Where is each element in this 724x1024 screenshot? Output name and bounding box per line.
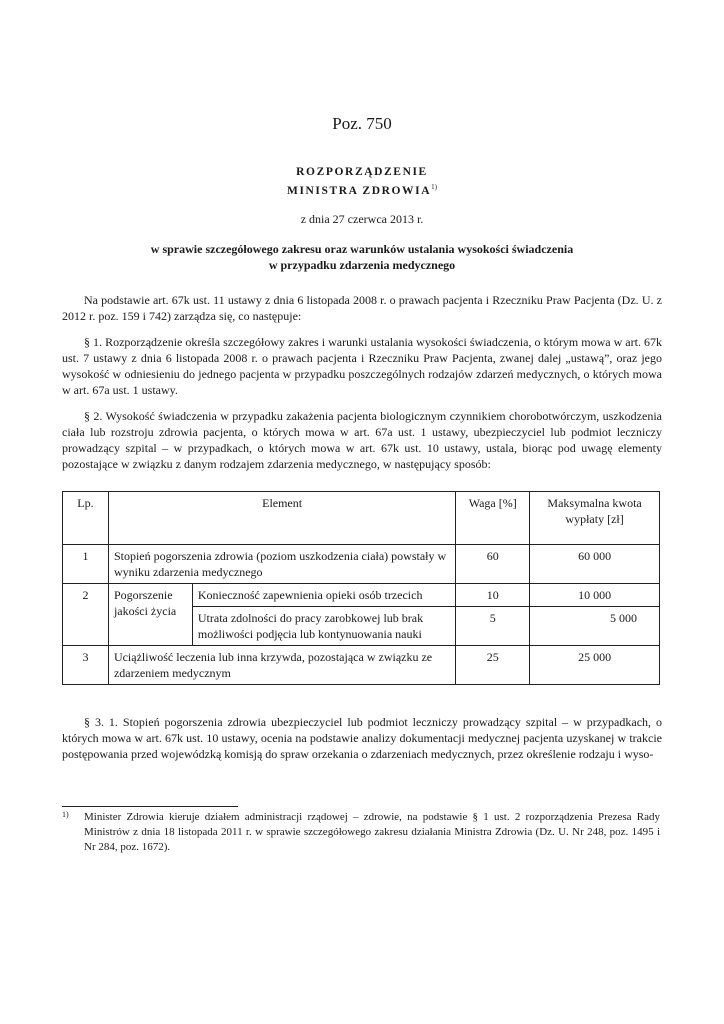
row-element: Konieczność zapewnienia opieki osób trzecich [192,584,455,607]
footnote-mark: 1) [62,810,69,819]
row-kwota: 5 000 [530,607,660,646]
subject-line-1: w sprawie szczegółowego zakresu oraz warunków ustalania wysokości świadczenia [150,242,574,256]
benefit-table [62,491,660,685]
table-header-row [63,492,660,545]
row-lp: 2 [63,584,109,646]
section-1-paragraph: § 1. Rozporządzenie określa szczegółowy zakres i warunki ustalania wysokości świadczenia, o którym mowa w art. 67k ust. 7 ustawy z dnia 6 listopada 2008 r. o prawach pacjenta i Rzeczniku Praw Pacjenta, zwanej dalej „ustawą”, oraz jego wysokość w odniesieniu do jednego pacjenta w przypadku poszczególnych rodzajów zdarzeń medycznych, o których mowa w art. 67a ust. 1 ustawy. [62,335,662,397]
row-waga: 25 [456,646,530,685]
footnote-divider [62,806,238,807]
row-element: Utrata zdolności do pracy zarobkowej lub brak możliwości podjęcia lub kontynuowania nauki [192,607,455,646]
row-kwota: 25 000 [530,646,660,685]
header-lp: Lp. [63,492,109,545]
row-waga: 60 [456,545,530,584]
legal-basis-paragraph: Na podstawie art. 67k ust. 11 ustawy z dnia 6 listopada 2008 r. o prawach pacjenta i Rzeczniku Praw Pacjenta (Dz. U. z 2012 r. poz. 159 i 742) zarządza się, co następuje: [62,293,662,323]
header-waga: Waga [%] [456,492,530,545]
row-waga: 5 [456,607,530,646]
header-kwota: Maksymalna kwota wypłaty [zł] [530,492,660,545]
row-lp: 1 [63,545,109,584]
act-date: z dnia 27 czerwca 2013 r. [300,212,424,226]
position-number: Poz. 750 [332,114,392,133]
row-element: Uciążliwość leczenia lub inna krzywda, pozostająca w związku ze zdarzeniem medycznym [108,646,455,685]
issuer-name: MINISTRA ZDROWIA [287,184,432,197]
act-subject [62,241,662,273]
row-element: Stopień pogorszenia zdrowia (poziom uszkodzenia ciała) powstały w wyniku zdarzenia medycznego [108,545,455,584]
header-element: Element [108,492,455,545]
table-row [63,646,660,685]
row-group: Pogorszenie jakości życia [108,584,192,646]
footnote-reference[interactable]: 1) [431,183,437,191]
row-kwota: 10 000 [530,584,660,607]
row-kwota: 60 000 [530,545,660,584]
table-row [63,584,660,607]
footnote-text: Minister Zdrowia kieruje działem administracji rządowej – zdrowie, na podstawie § 1 ust. 2 rozporządzenia Prezesa Rady Ministrów z dnia 18 listopada 2011 r. w sprawie szczegółowego zakresu działania Ministra Zdrowia (Dz. U. Nr 248, poz. 1495 i Nr 284, poz. 1672). [84,811,660,853]
row-lp: 3 [63,646,109,685]
section-2-paragraph: § 2. Wysokość świadczenia w przypadku zakażenia pacjenta biologicznym czynnikiem chorobotwórczym, uszkodzenia ciała lub rozstroju zdrowia pacjenta, o których mowa w art. 67a ust. 1 ustawy, ubezpieczyciel lub podmiot leczniczy prowadzący szpital – w przypadkach, o których mowa w art. 67k ust. 10 ustawy, ustala, biorąc pod uwagę elementy pozostające w związku z danym rodzajem zdarzenia medycznego, w następujący sposób: [62,409,662,471]
act-type-title: ROZPORZĄDZENIE [296,166,428,178]
issuer-title [62,183,662,197]
section-3-paragraph: § 3. 1. Stopień pogorszenia zdrowia ubezpieczyciel lub podmiot leczniczy prowadzący szpital – w przypadkach, o których mowa w art. 67k ust. 10 ustawy, ocenia na podstawie analizy dokumentacji medycznej pacjenta uzyskanej w trakcie postępowania przed wojewódzką komisją do spraw orzekania o zdarzeniach medycznych, przez określenie rodzaju i wyso- [62,715,662,761]
table-row [63,545,660,584]
subject-line-2: w przypadku zdarzenia medycznego [268,258,456,272]
row-waga: 10 [456,584,530,607]
